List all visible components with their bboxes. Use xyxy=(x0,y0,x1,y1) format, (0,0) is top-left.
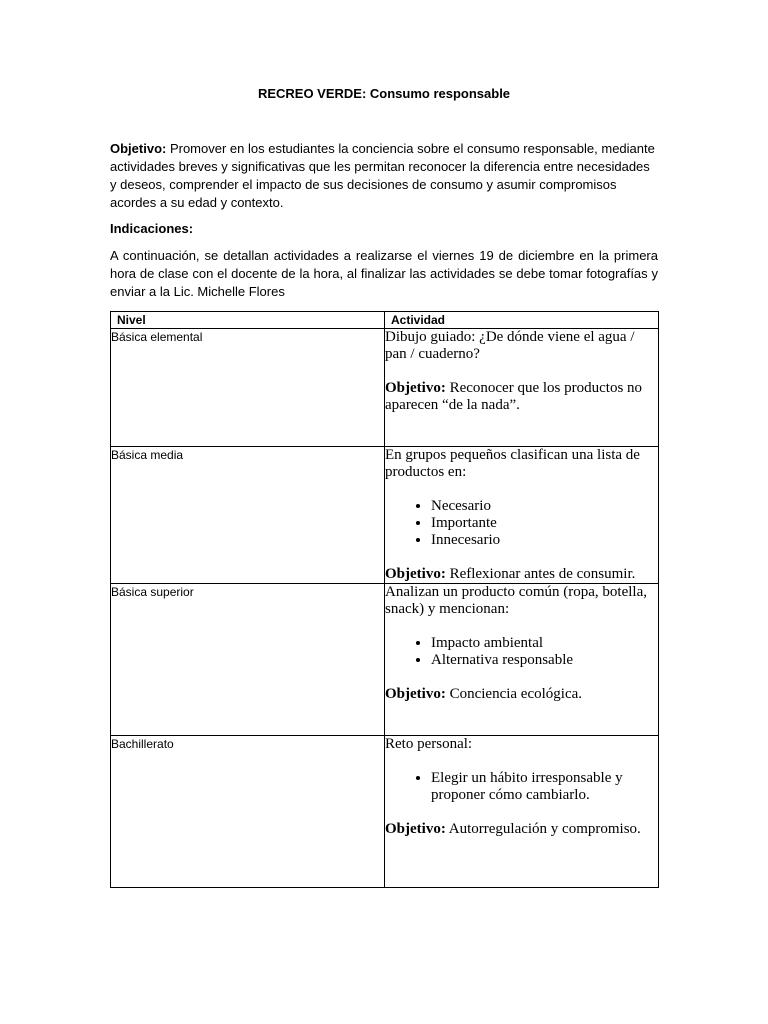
activity-objective-label: Objetivo: xyxy=(385,821,446,837)
activity-bullet-list xyxy=(385,498,658,549)
activities-table xyxy=(110,311,659,888)
header-activity: Actividad xyxy=(385,312,659,329)
activity-intro: Analizan un producto común (ropa, botella, snack) y mencionan: xyxy=(385,584,648,617)
table-row xyxy=(111,329,659,447)
level-cell: Bachillerato xyxy=(111,736,385,888)
activity-bullet-list xyxy=(385,770,658,804)
activity-objective xyxy=(385,821,658,838)
activity-objective-text: Autorregulación y compromiso. xyxy=(445,821,641,837)
indications-heading: Indicaciones: xyxy=(110,221,194,236)
table-header-row xyxy=(111,312,659,329)
activity-objective-label: Objetivo: xyxy=(385,566,446,582)
list-item: • Innecesario xyxy=(431,532,658,549)
level-cell: Básica media xyxy=(111,447,385,584)
activity-objective-text: Reconocer que los productos no aparecen “de la nada”. xyxy=(385,380,643,413)
activity-objective-text: Reflexionar antes de consumir. xyxy=(445,566,636,582)
level-cell: Básica superior xyxy=(111,584,385,736)
activity-objective xyxy=(385,566,658,583)
activity-objective xyxy=(385,686,658,703)
activity-intro: Dibujo guiado: ¿De dónde viene el agua / pan / cuaderno? xyxy=(385,329,635,362)
list-item: • Alternativa responsable xyxy=(431,652,658,669)
activity-cell xyxy=(385,447,659,584)
activity-objective xyxy=(385,380,658,414)
list-item: • Necesario xyxy=(431,498,658,515)
activity-objective-label: Objetivo: xyxy=(385,686,446,702)
instructions-paragraph: A continuación, se detallan actividades a realizarse el viernes 19 de diciembre en la primera hora de clase con el docente de la hora, al finalizar las actividades se debe tomar fotografías y enviar a la Lic. Michelle Flores xyxy=(110,248,658,299)
level-cell: Básica elemental xyxy=(111,329,385,447)
table-row xyxy=(111,736,659,888)
list-item: • Elegir un hábito irresponsable y proponer cómo cambiarlo. xyxy=(431,770,658,804)
objective-paragraph xyxy=(110,140,658,212)
activity-cell xyxy=(385,329,659,447)
activity-intro: En grupos pequeños clasifican una lista de productos en: xyxy=(385,447,640,480)
table-row xyxy=(111,447,659,584)
list-item: • Impacto ambiental xyxy=(431,635,658,652)
objective-label: Objetivo: xyxy=(110,141,167,156)
table-row xyxy=(111,584,659,736)
header-level: Nivel xyxy=(111,312,385,329)
activity-intro: Reto personal: xyxy=(385,736,473,752)
activity-cell xyxy=(385,736,659,888)
activity-objective-text: Conciencia ecológica. xyxy=(445,686,583,702)
list-item: • Importante xyxy=(431,515,658,532)
activity-bullet-list xyxy=(385,635,658,669)
activity-cell xyxy=(385,584,659,736)
document-title: RECREO VERDE: Consumo responsable xyxy=(257,86,511,101)
objective-text: Promover en los estudiantes la conciencia sobre el consumo responsable, mediante actividades breves y significativas que les permitan reconocer la diferencia entre necesidades y deseos, comprender el impacto de sus decisiones de consumo y asumir compromisos acordes a su edad y contexto. xyxy=(110,141,655,210)
activity-objective-label: Objetivo: xyxy=(385,380,446,396)
